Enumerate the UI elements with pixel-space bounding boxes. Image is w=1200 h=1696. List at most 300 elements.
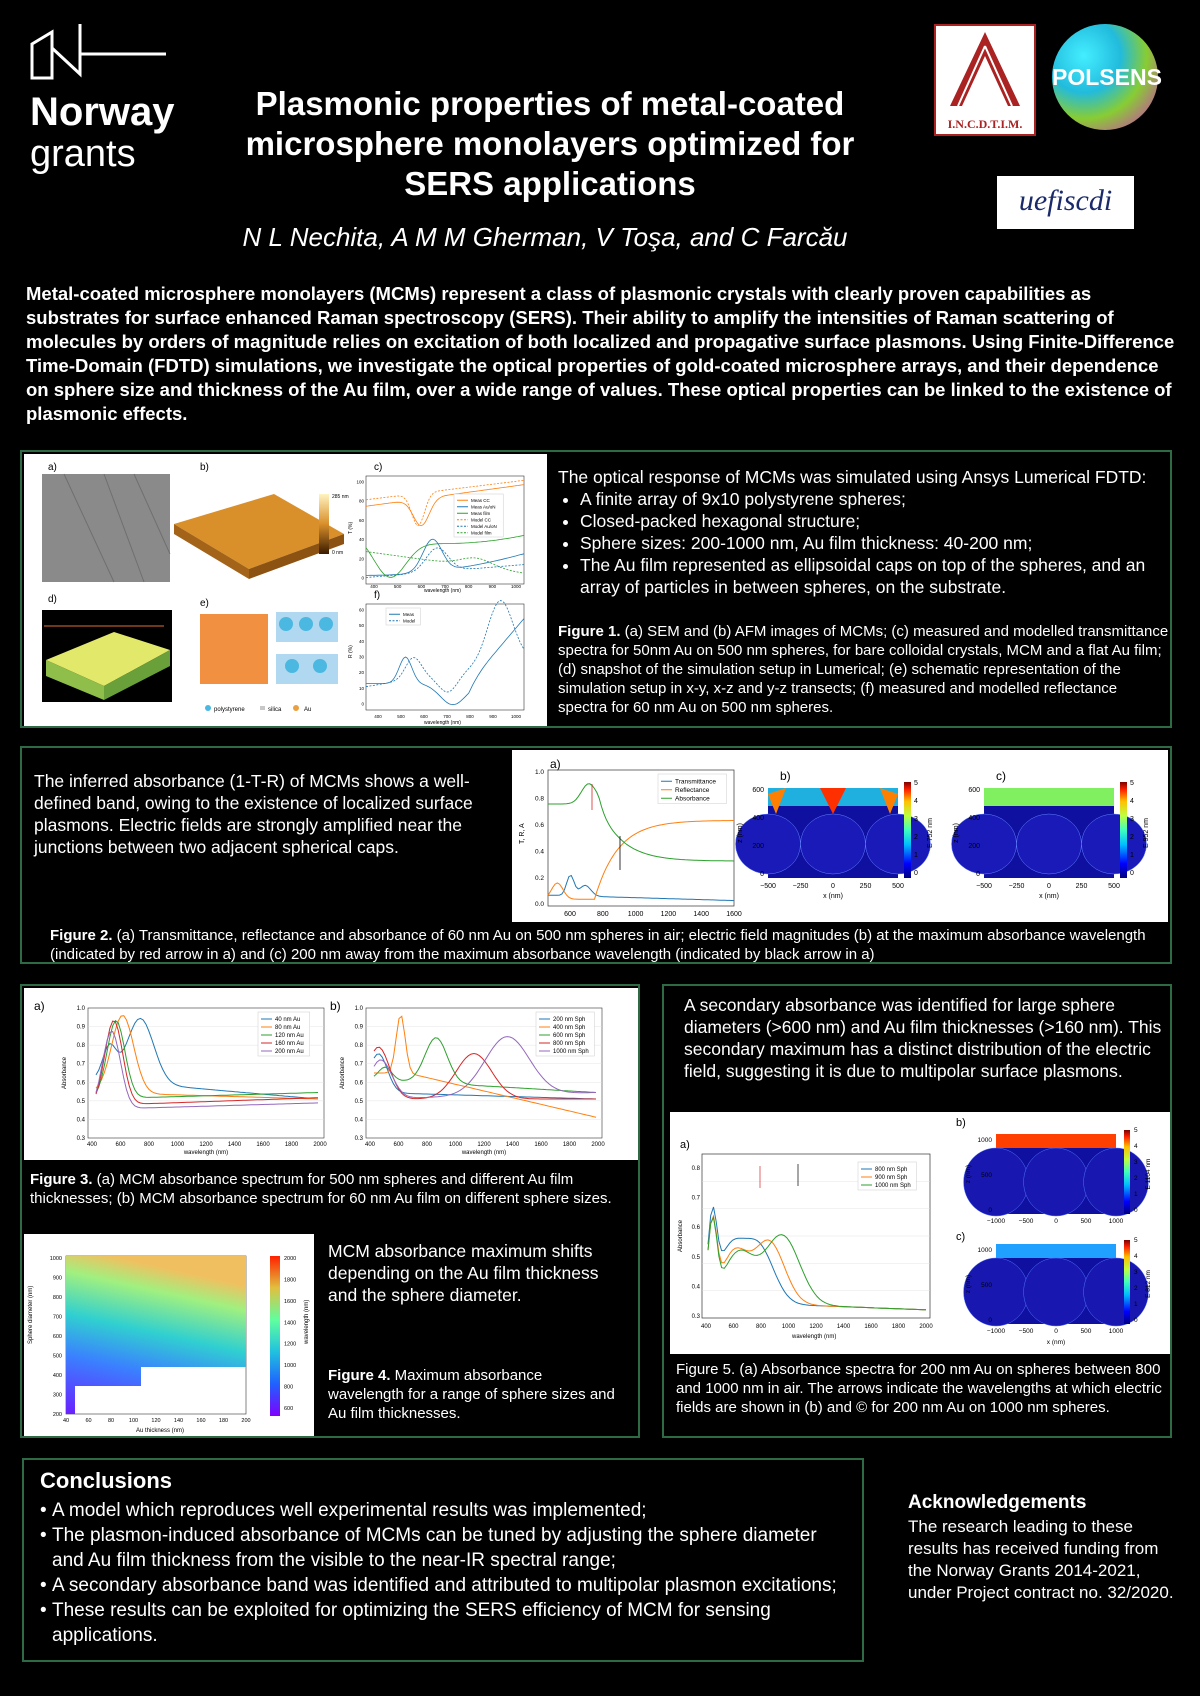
x-tick-label: 1800 [891,1324,906,1330]
legend-entry: 900 nm Sph [875,1175,908,1181]
fig3-panel-label-b: b) [330,999,341,1013]
sphere-cap [866,814,931,874]
y-tick-label: 0.5 [354,1098,363,1105]
field-ylabel: z (nm) [953,823,960,843]
cbar-tick-label: 600 [284,1406,294,1412]
x-tick-label: 1400 [505,1142,520,1148]
field-upper-band [984,788,1114,806]
x-tick-label: 0 [1054,1328,1058,1335]
y-tick-label: 0.8 [354,1043,363,1050]
x-tick-label: 1800 [284,1142,299,1148]
figure4-map [24,1234,314,1436]
x-tick-label: 1600 [256,1142,270,1148]
section1-bullet-list [558,488,1170,598]
y-tick-label: 20 [358,556,364,562]
y-tick-label: 0.7 [76,1061,85,1068]
legend-entry: Meas CC [471,497,490,503]
field-xlabel: x (nm) [1046,1339,1066,1346]
sphere-cap [736,814,801,874]
field-upper-band [996,1244,1116,1258]
y-tick-label: 0.4 [76,1117,85,1124]
x-tick-label: 0 [1054,1218,1058,1225]
y-tick-label: 500 [981,1172,992,1179]
cbar-tick-label: 0 [1134,1317,1138,1324]
chart-1f-xlabel: wavelength (nm) [424,720,461,726]
y-tick-label: 1.0 [534,769,544,777]
legend-entry: 400 nm Sph [553,1025,586,1031]
conclusion-item: • A model which reproduces well experimental results was implemented; [40,1498,850,1523]
cbar-tick-label: 1800 [284,1277,297,1284]
sphere-cap [801,814,866,874]
y-tick-label: 0 [361,701,364,707]
figure5-panels [670,1112,1170,1354]
map-colorbar [270,1256,280,1416]
x-tick-label: −500 [1018,1218,1034,1225]
conclusion-item: • The plasmon-induced absorbance of MCMs can be tuned by adjusting the sphere diameter and Au film thickness from the visible to the near-IR spectral range; [40,1523,850,1573]
x-tick-label: 1000 [1108,1218,1124,1225]
legend-entry: 120 nm Au [275,1033,304,1039]
y-tick-label: 600 [752,787,764,794]
legend-entry: Model [403,618,416,624]
section-figure2 [20,746,1172,964]
y-tick-label: 200 [968,843,980,850]
e-legend-au: Au [304,707,312,713]
conclusions-list [40,1498,850,1648]
field-cbar-label: E 752 nm [927,818,934,848]
series-1000nm [708,1218,926,1310]
cbar-tick-label: 2 [1134,1285,1138,1292]
x-tick-label: 500 [1080,1328,1092,1335]
figure5-image [670,1112,1170,1354]
cbar-tick-label: 1 [1134,1301,1138,1308]
figure4-label: Figure 4. [328,1367,391,1384]
x-tick-label: 800 [596,911,609,918]
conclusions-box [22,1458,864,1662]
sphere-cap [1024,1258,1089,1326]
lumerical-setup-image [42,610,172,702]
sphere-cap [1017,814,1082,874]
series-meas-au [366,539,524,575]
legend-entry: Model Au/oN [471,523,497,529]
x-tick-label: −1000 [986,1218,1006,1225]
x-tick-label: 600 [564,911,576,918]
y-tick-label: 700 [52,1314,62,1321]
legend-entry: 200 nm Au [275,1049,304,1055]
x-tick-label: 1200 [199,1142,213,1148]
field-map-5b [964,1127,1152,1225]
x-tick-label: 500 [1080,1218,1092,1225]
afm-scale-bottom: 0 nm [332,550,344,556]
field-colorbar [1124,1130,1130,1214]
y-tick-label: 0.5 [691,1254,700,1261]
chart-3-ylabel: Absorbance [340,1056,346,1090]
y-tick-label: 0.2 [534,874,544,882]
cbar-tick-label: 4 [1134,1143,1138,1150]
conclusions-title: Conclusions [40,1468,173,1493]
legend-entry: Absorbance [675,795,710,803]
figure3-panels [24,988,638,1160]
x-tick-label: 700 [443,714,451,719]
cbar-tick-label: 0 [1134,1207,1138,1214]
y-tick-label: 100 [356,479,364,485]
fig1-panel-label-d: d) [48,594,57,605]
figure1-label: Figure 1. [558,623,621,640]
cbar-tick-label: 4 [1134,1253,1138,1260]
legend-entry: Meas film [471,510,491,516]
cbar-tick-label: 1 [1130,852,1134,859]
cbar-tick-label: 2 [914,834,918,841]
section-figure1 [20,450,1172,728]
y-tick-label: 10 [358,685,364,691]
figure1-image [24,454,547,726]
x-tick-label: 1000 [1108,1328,1124,1335]
fig1-panel-label-c: c) [374,462,383,473]
x-tick-label: −1000 [986,1328,1006,1335]
section1-bullet: • Sphere sizes: 200-1000 nm, Au film thickness: 40-200 nm; [580,532,1170,554]
cbar-tick-label: 3 [1134,1159,1138,1166]
x-tick-label: 60 [85,1418,92,1424]
simulation-schematic-image [200,612,338,713]
figure1-caption [558,622,1170,717]
chart-3b [340,1006,605,1156]
figure4-lead-text: MCM absorbance maximum shifts depending on the Au film thickness and the sphere diameter. [328,1241,599,1305]
x-tick-label: 140 [173,1418,184,1424]
y-tick-label: 0.6 [76,1080,85,1087]
legend-entry: 1000 nm Sph [875,1183,911,1189]
cbar-tick-label: 0 [914,870,918,877]
section4-text: A secondary absorbance was identified for large sphere diameters (>600 nm) and Au film thicknesses (>160 nm). This secondary maximum has a distinct distribution of the electric field, suggesting it is due to multipolar surface plasmons. [684,995,1162,1081]
y-tick-label: 0.6 [691,1225,700,1232]
acknowledgements-title: Acknowledgements [908,1492,1087,1513]
cbar-tick-label: 3 [914,816,918,823]
y-tick-label: 0.4 [534,848,544,856]
cbar-tick-label: 2 [1134,1175,1138,1182]
y-tick-label: 0.4 [691,1284,700,1291]
sphere-cap [964,1148,1029,1216]
x-tick-label: 1000 [448,1142,463,1148]
y-tick-label: 0.3 [691,1314,700,1320]
fig2-panel-label-b: b) [780,769,791,783]
legend-entry: Meas Au/oN [471,504,496,510]
y-tick-label: 0 [988,1317,992,1324]
y-tick-label: 1000 [977,1247,992,1254]
x-tick-label: 2000 [591,1142,605,1148]
uefiscdi-logo [997,176,1134,229]
y-tick-label: 400 [752,815,764,822]
figure2-image [512,750,1168,922]
field-map-2b [736,780,935,900]
section1-lead: The optical response of MCMs was simulated using Ansys Lumerical FDTD: [558,467,1147,487]
section-figure3-4 [20,984,640,1438]
x-tick-label: 1400 [227,1142,242,1148]
figure4-caption-text: Maximum absorbance wavelength for a range of sphere sizes and Au film thicknesses. [328,1367,615,1422]
cbar-tick-label: 0 [1130,870,1134,877]
cbar-tick-label: 4 [1130,798,1134,805]
x-tick-label: 2000 [313,1142,327,1148]
figure4-caption [328,1366,618,1423]
x-tick-label: −500 [1018,1328,1034,1335]
field-colorbar [1120,782,1127,878]
y-tick-label: 0.8 [76,1043,85,1050]
legend-entry: 200 nm Sph [553,1017,586,1023]
fig5-panel-label-c: c) [956,1231,966,1243]
x-tick-label: 600 [417,584,426,589]
sphere-cap [1082,814,1147,874]
x-tick-label: 900 [488,584,497,589]
cbar-tick-label: 1000 [284,1363,297,1370]
fig5-panel-label-a: a) [680,1139,690,1151]
x-tick-label: 400 [700,1324,712,1330]
section1-text [558,466,1170,598]
y-tick-label: 600 [968,787,980,794]
x-tick-label: 250 [1075,883,1088,890]
cbar-tick-label: 1400 [284,1320,297,1327]
figure2-caption [50,926,1160,964]
y-tick-label: 800 [52,1294,62,1301]
x-tick-label: 180 [218,1418,229,1424]
abstract-paragraph: Metal-coated microsphere monolayers (MCMs) represent a class of plasmonic crystals with clearly proven capabilities as substrates for surface enhanced Raman spectroscopy (SERS). Their ability to amplify the intensities of Raman scattering of molecules by orders of magnitude relies on excitation of both localized and propagative surface plasmons. Using Finite-Difference Time-Domain (FDTD) simulations, we investigate the optical properties of gold-coated microsphere arrays, and their dependence on sphere size and thickness of the Au film, over a wide range of values. These optical properties can be linked to the existence of plasmonic effects. [26,283,1175,424]
chart-5a-absorbance [678,1154,933,1340]
chart-3-xlabel: wavelength (nm) [183,1150,229,1156]
chart-2a-ylabel: T, R, A [519,823,526,844]
legend-entry: Meas [403,611,415,617]
chart-3a [62,1006,327,1156]
fig2-panel-label-a: a) [550,757,561,771]
fig1-panel-label-e: e) [200,598,209,609]
y-tick-label: 500 [981,1282,992,1289]
y-tick-label: 600 [52,1333,62,1340]
x-tick-label: 500 [397,714,405,719]
figure1-panels [24,454,547,726]
cbar-tick-label: 1 [914,852,918,859]
y-tick-label: 0.0 [534,901,544,909]
afm-scale-top: 285 nm [332,494,349,500]
section1-bullet: • A finite array of 9x10 polystyrene spheres; [580,488,1170,510]
y-tick-label: 0 [988,1207,992,1214]
x-tick-label: 1600 [534,1142,548,1148]
y-tick-label: 0.8 [534,795,544,803]
x-tick-label: 120 [151,1418,161,1424]
series-transmittance [548,876,734,901]
x-tick-label: −500 [760,883,776,890]
x-tick-label: 40 [62,1418,70,1424]
figure3-caption-text: (a) MCM absorbance spectrum for 500 nm spheres and different Au film thicknesses; (b) MCM absorbance spectrum for 60 nm Au film on different sphere sizes. [30,1171,612,1207]
x-tick-label: 400 [364,1142,376,1148]
series-800nm [708,1207,926,1310]
x-tick-label: 1200 [809,1324,823,1330]
x-tick-label: 400 [374,714,382,719]
field-xlabel: x (nm) [1039,893,1059,900]
cbar-tick-label: 1200 [284,1341,297,1348]
acknowledgements-text: The research leading to these results has received funding from the Norway Grants 2014-2021, under Project contract no. 32/2020. [908,1517,1174,1602]
x-tick-label: 600 [420,714,428,719]
cbar-tick-label: 3 [1130,816,1134,823]
x-tick-label: 200 [241,1418,251,1424]
chart-1c-xlabel: wavelength (nm) [424,588,461,594]
x-tick-label: 900 [489,714,497,719]
figure1-caption-text: (a) SEM and (b) AFM images of MCMs; (c) measured and modelled transmittance spectra for 50nm Au on 500 nm spheres, for bare colloidal crystals, MCM and a flat Au film; (d) snapshot of the simulation setup in Lumerical; (e) schematic representation of the simulation setup in x-y, x-z and y-z transects; (f) measured and modelled reflectance spectra for 60 nm Au on 500 nm spheres. [558,623,1169,716]
cbar-tick-label: 1600 [284,1298,297,1305]
y-tick-label: 0.7 [354,1061,363,1068]
x-tick-label: 1000 [627,911,644,918]
fig5-panel-label-b: b) [956,1117,966,1129]
y-tick-label: 60 [358,517,364,523]
legend-entry: 40 nm Au [275,1017,301,1023]
y-tick-label: 1.0 [76,1006,85,1012]
sphere-cap [1084,1148,1149,1216]
legend-entry: 800 nm Sph [875,1167,908,1173]
conclusion-item: • A secondary absorbance band was identified and attributed to multipolar plasmon excitations; [40,1573,850,1598]
sphere-cap [964,1258,1029,1326]
y-tick-label: 1.0 [354,1006,363,1012]
sphere-cap [1024,1148,1089,1216]
series-reflectance [548,821,734,900]
polsens-logo-text: POLSENS [1052,64,1162,90]
x-tick-label: 800 [755,1324,767,1330]
x-tick-label: 1200 [477,1142,491,1148]
x-tick-label: 160 [196,1418,206,1424]
norway-grants-logo [30,22,220,175]
y-tick-label: 500 [52,1353,62,1360]
fig1-panel-label-b: b) [200,462,209,473]
section-figure5 [662,984,1172,1438]
figure2-caption-text: (a) Transmittance, reflectance and absorbance of 60 nm Au on 500 nm spheres in air; electric field magnitudes (b) at the maximum absorbance wavelength (indicated by red arrow in a) and (c) 200 nm away from the maximum absorbance wavelength (indicated by black arrow in a) [50,927,1146,963]
figure3-caption [30,1170,630,1208]
figure5-caption: Figure 5. (a) Absorbance spectra for 200 nm Au on spheres between 800 and 1000 nm in air. The arrows indicate the wavelengths at which electric fields are shown in (b) and © for 200 nm Au on 1000 nm spheres. [676,1361,1162,1416]
y-tick-label: 0.8 [691,1166,700,1172]
y-tick-label: 400 [968,815,980,822]
x-tick-label: 500 [892,883,904,890]
incdtim-logo [934,24,1036,136]
cbar-tick-label: 4 [914,798,918,805]
y-tick-label: 0.3 [354,1136,363,1142]
chart-2a-tra [519,769,742,918]
conclusions-content [40,1468,850,1648]
cbar-tick-label: 800 [284,1384,294,1391]
poster-title: Plasmonic properties of metal-coated microsphere monolayers optimized for SERS applications [245,85,855,202]
figure4-image [24,1234,314,1436]
x-tick-label: 100 [128,1418,139,1424]
cbar-tick-label: 5 [1130,780,1134,787]
figure2-panels [512,750,1168,922]
y-tick-label: 0.9 [76,1024,85,1031]
y-tick-label: 80 [358,498,364,504]
x-tick-label: 1800 [562,1142,577,1148]
chart-5a-ylabel: Absorbance [678,1219,684,1252]
acknowledgements [908,1492,1180,1604]
field-cbar-label: E 812 nm [1145,1270,1152,1298]
field-colorbar [1124,1240,1130,1324]
legend-entry: 1000 nm Sph [553,1049,589,1055]
y-tick-label: 30 [358,654,364,660]
chart-1c-ylabel: T (%) [348,521,354,534]
grants-logo-word: grants [30,133,136,175]
y-tick-label: 0.6 [354,1080,363,1087]
x-tick-label: 800 [466,714,474,719]
cbar-tick-label: 5 [1134,1237,1138,1244]
y-tick-label: 0 [976,871,980,878]
x-tick-label: 1400 [836,1324,851,1330]
legend-entry: 80 nm Au [275,1025,301,1031]
x-tick-label: 400 [370,584,378,589]
y-tick-label: 200 [752,843,764,850]
y-tick-label: 0.3 [76,1136,85,1142]
x-tick-label: 600 [728,1324,739,1330]
x-tick-label: 1000 [781,1324,796,1330]
x-tick-label: 250 [859,883,872,890]
fig3-panel-label-a: a) [34,999,45,1013]
y-tick-label: 50 [358,623,364,629]
x-tick-label: 1000 [170,1142,185,1148]
legend-entry: Model film [471,530,492,536]
cbar-tick-label: 5 [914,780,918,787]
x-tick-label: 800 [421,1142,433,1148]
sphere-cap [1084,1258,1149,1326]
field-map-5c [964,1237,1152,1346]
x-tick-label: 1400 [693,911,709,918]
fig1-panel-label-f: f) [374,590,381,601]
x-tick-label: 1600 [864,1324,878,1330]
field-cbar-label: E 1104 nm [1145,1158,1152,1190]
field-colorbar [904,782,911,878]
x-tick-label: 400 [86,1142,98,1148]
cbar-tick-label: 2 [1130,834,1134,841]
x-tick-label: 800 [143,1142,155,1148]
x-tick-label: 600 [393,1142,404,1148]
x-tick-label: 500 [1108,883,1120,890]
field-ylabel: z (nm) [965,1274,972,1294]
map-ylabel: Sphere diameter (nm) [28,1285,34,1344]
poster-authors: N L Nechita, A M M Gherman, V Toşa, and C Farcău [242,222,848,252]
y-tick-label: 20 [358,670,364,676]
map-cbar-label: wavelength (nm) [304,1299,310,1344]
y-tick-label: 300 [52,1392,62,1399]
y-tick-label: 40 [358,537,364,543]
x-tick-label: 1200 [660,911,677,918]
y-tick-label: 400 [52,1372,62,1379]
figure2-label: Figure 2. [50,927,113,944]
x-tick-label: 0 [831,883,835,890]
x-tick-label: 80 [107,1418,115,1424]
cbar-tick-label: 1 [1134,1191,1138,1198]
legend-entry: Model CC [471,517,492,523]
legend-entry: Transmittance [675,778,716,786]
y-tick-label: 0 [361,575,364,581]
y-tick-label: 0.6 [534,821,544,829]
chart-1f-reflectance [348,601,524,726]
y-tick-label: 0.4 [354,1117,363,1124]
figure3-label: Figure 3. [30,1171,93,1188]
chart-3-xlabel: wavelength (nm) [461,1150,507,1156]
figure3-image [24,988,638,1160]
x-tick-label: −500 [976,883,992,890]
afm-image [174,494,349,579]
y-tick-label: 200 [52,1411,62,1418]
cbar-tick-label: 5 [1134,1127,1138,1134]
y-tick-label: 40 [358,638,364,644]
chart-1f-ylabel: R (%) [348,645,354,658]
series-model-au [366,548,524,578]
legend-entry: 800 nm Sph [553,1041,586,1047]
y-tick-label: 0.5 [76,1098,85,1105]
incdtim-logo-text: I.N.C.D.T.I.M. [947,117,1023,131]
e-legend-silica: silica [268,707,282,713]
field-ylabel: z (nm) [737,823,744,843]
fig2-panel-label-c: c) [996,769,1006,783]
conclusion-item: • These results can be exploited for optimizing the SERS efficiency of MCM for sensing applications. [40,1598,850,1648]
section1-bullet: • Closed-packed hexagonal structure; [580,510,1170,532]
y-tick-label: 0.7 [691,1195,700,1202]
